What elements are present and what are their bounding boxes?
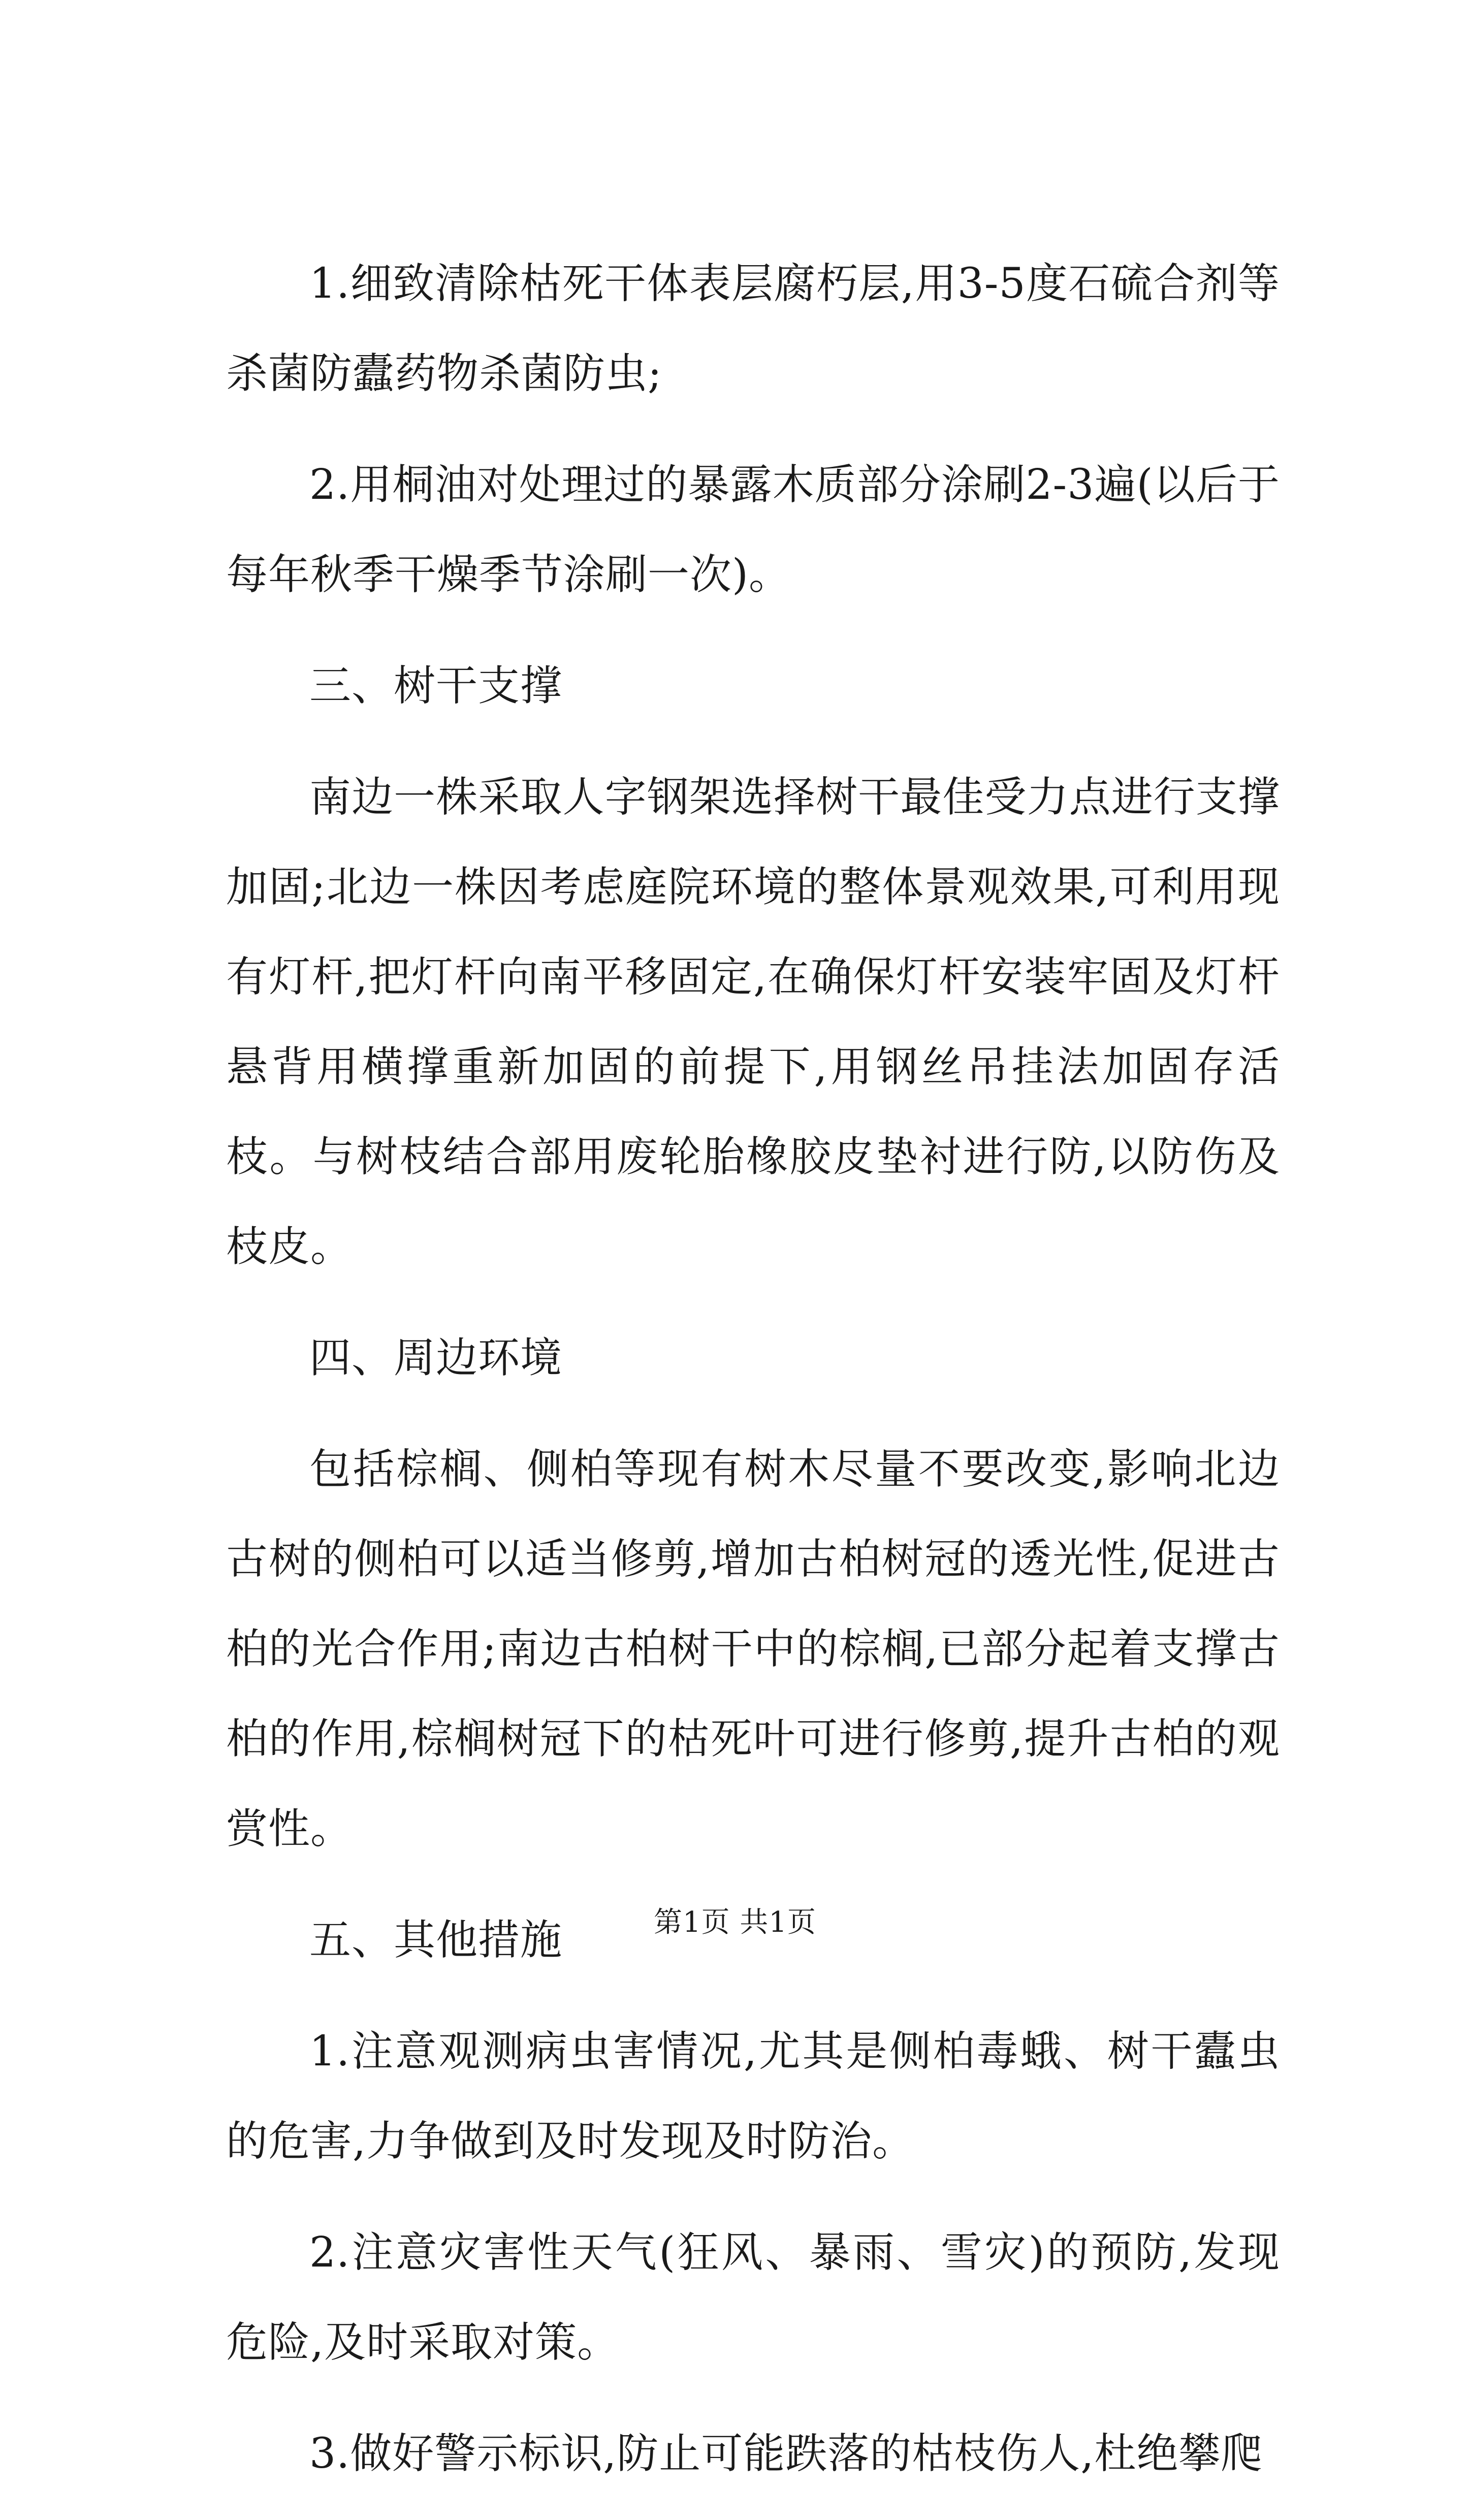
heading-surroundings: 四、周边环境: [309, 1334, 563, 1382]
para-warning-signs: 3.做好警示标识,防止可能跌落的枯枝伤人,杜绝攀爬: [309, 2430, 1263, 2478]
para-trunk-support: 南边一株采取人字钢架选择树干最佳受力点进行支撑加固;北边一株因考虑庭院环境的整体景观效果,可利用现有灯杆,把灯杆向南平移固定,在确保灯杆安装牢固及灯杆悬背用横撑重新加固的前提下,用钢丝吊挂法加固存活枝。与树枝结合部用废轮胎橡胶皮垫衬进行防,以防伤及枝皮。: [226, 773, 1280, 1271]
para-pest-monitoring: 1.注意观测病虫害情况,尤其是侧柏毒蛾、树干蠹虫的危害,力争做到及时发现及时防治。: [226, 2027, 1280, 2165]
para-weather: 2.注意灾害性天气(狂风、暴雨、雪灾)的预防,发现危险,及时采取对策。: [226, 2228, 1280, 2367]
heading-trunk-support: 三、树干支撑: [309, 662, 563, 710]
para-2-tung-oil: 2.用桐油对处理过的暴露木质部分涂刷2-3遍(以后于每年秋季干燥季节涂刷一次)。: [226, 461, 1280, 599]
document-body: [226, 239, 1280, 2520]
page-footer: 第1页 共1页: [653, 1906, 817, 1939]
para-surroundings: 包括棕榈、侧柏等现有树木尽量不要改变,影响北边古树的侧柏可以适当修剪,增加古柏树冠的透光性,促进古柏的光合作用;南边古柏树干中的棕榈,已部分起着支撑古柏的作用,棕榈树冠下的枯死叶可进行修剪,提升古柏的观赏性。: [226, 1445, 1280, 1853]
para-1-cleanup: 1.细致清除枯死干体表层腐朽层,用3-5度石硫合剂等杀菌防蠹药物杀菌防虫;: [226, 260, 1280, 398]
heading-other-measures: 五、其他措施: [309, 1916, 563, 1964]
